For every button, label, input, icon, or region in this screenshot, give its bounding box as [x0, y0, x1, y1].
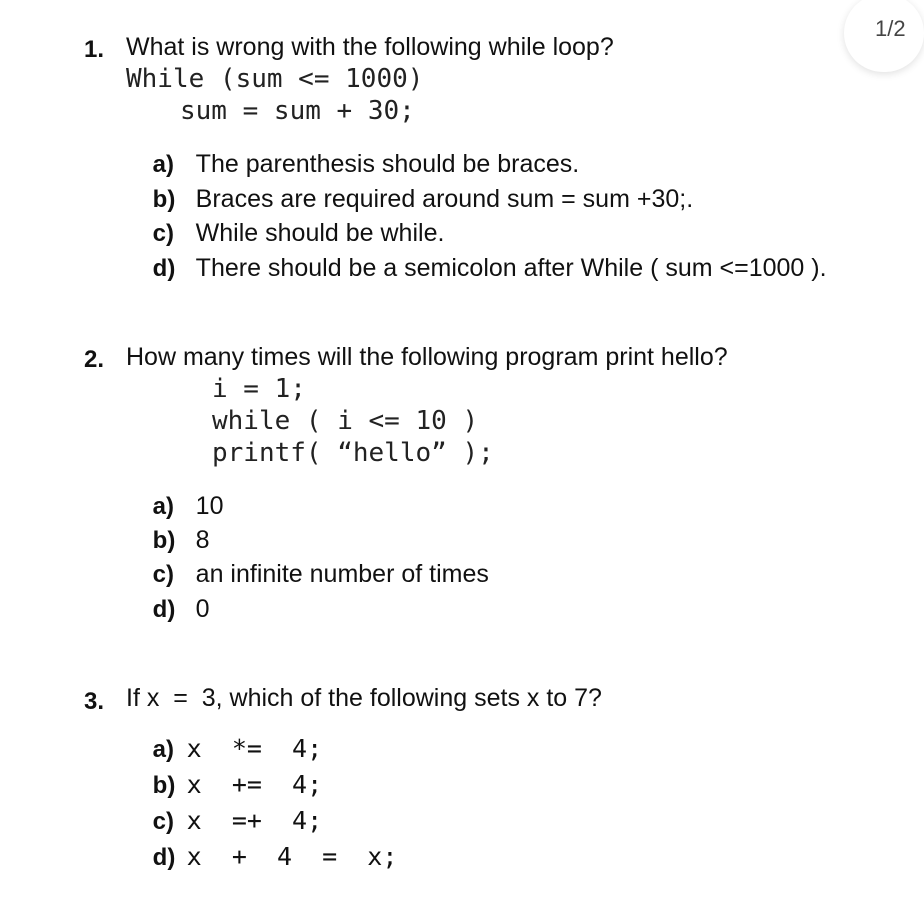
- option-text: 10: [195, 492, 224, 520]
- option-letter: a): [152, 151, 175, 178]
- option-text: The parenthesis should be braces.: [195, 150, 580, 178]
- option-letter: c): [152, 808, 175, 835]
- option-text: x += 4;: [186, 770, 323, 799]
- option-text: an infinite number of times: [195, 560, 489, 588]
- option-text: x =+ 4;: [186, 806, 323, 835]
- option-letter: c): [152, 220, 175, 247]
- option-letter: a): [152, 736, 175, 763]
- code-line: i = 1;: [212, 374, 306, 404]
- question-number: 1.: [84, 36, 105, 63]
- option-letter: d): [152, 596, 176, 623]
- option-letter: b): [152, 186, 176, 213]
- option-text: There should be a semicolon after While ( sum <=1000 ).: [195, 254, 827, 282]
- option-letter: b): [152, 527, 176, 554]
- option-text: 0: [195, 595, 210, 623]
- option-letter: a): [152, 493, 175, 520]
- option-text: 8: [195, 526, 210, 554]
- question-prompt: What is wrong with the following while loop?: [126, 33, 614, 61]
- option-text: x *= 4;: [186, 734, 323, 763]
- option-letter: b): [152, 772, 176, 799]
- question-prompt: If x = 3, which of the following sets x to 7?: [126, 684, 602, 712]
- question-number: 3.: [84, 688, 105, 715]
- option-text: x + 4 = x;: [186, 842, 398, 871]
- option-d[interactable]: [126, 240, 827, 297]
- question-number: 2.: [84, 346, 105, 373]
- option-letter: d): [152, 255, 176, 282]
- code-line: while ( i <= 10 ): [212, 406, 479, 436]
- page-indicator: 1/2: [875, 16, 906, 41]
- code-line: sum = sum + 30;: [180, 96, 415, 126]
- option-letter: c): [152, 561, 175, 588]
- option-text: Braces are required around sum = sum +30;.: [195, 185, 694, 213]
- code-line: printf( “hello” );: [212, 438, 494, 468]
- option-letter: d): [152, 844, 176, 871]
- question-prompt: How many times will the following program print hello?: [126, 343, 728, 371]
- option-d[interactable]: [126, 828, 397, 886]
- option-text: While should be while.: [195, 219, 445, 247]
- code-line: While (sum <= 1000): [126, 64, 424, 94]
- option-d[interactable]: [126, 581, 210, 638]
